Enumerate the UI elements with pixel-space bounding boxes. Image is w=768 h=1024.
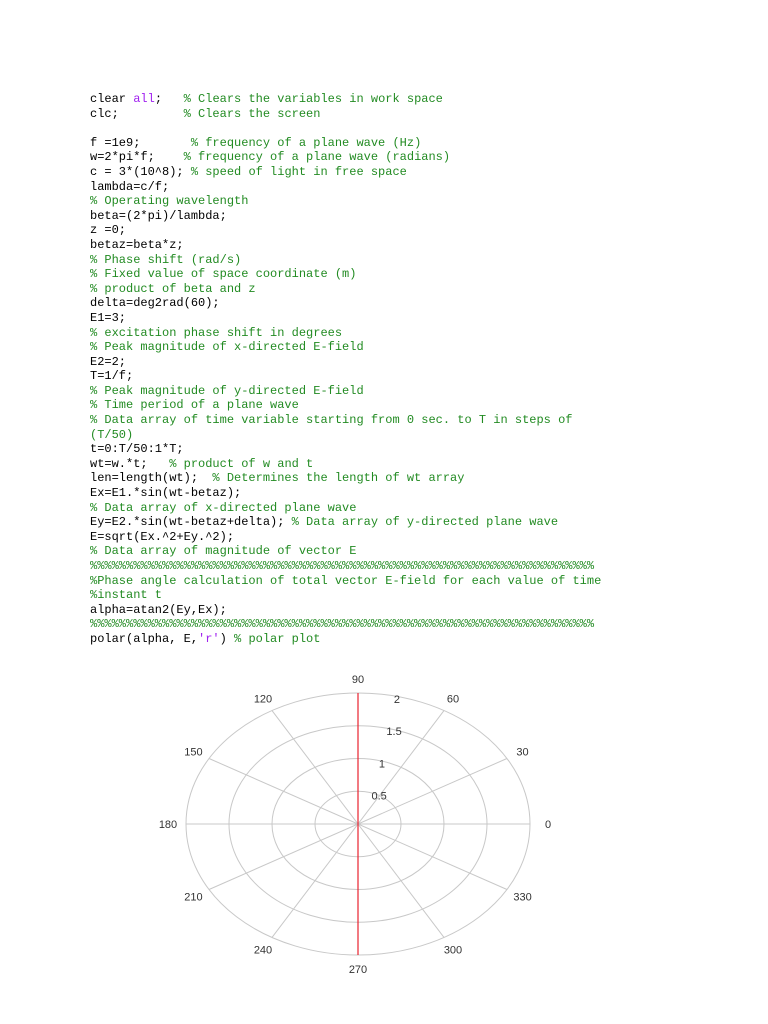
code-line — [90, 340, 601, 355]
code-line — [90, 150, 601, 165]
code-line — [90, 355, 601, 370]
angle-tick-label: 120 — [253, 693, 273, 706]
code-token-comment: (T/50) — [90, 427, 134, 442]
code-token-comment: % polar plot — [234, 631, 321, 646]
code-token-plain: lambda=c/f; — [90, 179, 170, 194]
code-token-comment: %instant t — [90, 588, 163, 603]
angle-tick-label: 90 — [351, 674, 365, 686]
code-token-plain: delta=deg2rad(60); — [90, 296, 220, 311]
code-line — [90, 326, 601, 341]
code-token-plain: wt=w.*t; — [90, 456, 170, 471]
code-token-comment: % excitation phase shift in degrees — [90, 325, 343, 340]
polar-plot — [150, 674, 570, 976]
code-token-comment: % Data array of y-directed plane wave — [291, 515, 559, 530]
code-token-comment: % Fixed value of space coordinate (m) — [90, 267, 357, 282]
code-token-plain: t=0:T/50:1*T; — [90, 442, 184, 457]
code-token-plain: E2=2; — [90, 354, 127, 369]
code-token-plain: Ey=E2.*sin(wt-betaz+delta); — [90, 515, 292, 530]
angle-tick-label: 270 — [348, 964, 368, 976]
code-line — [90, 544, 601, 559]
code-line — [90, 223, 601, 238]
code-line — [90, 296, 601, 311]
code-token-comment: % frequency of a plane wave (radians) — [183, 150, 451, 165]
code-line — [90, 136, 601, 151]
code-token-plain: ; — [154, 92, 184, 106]
code-line — [90, 574, 601, 589]
code-token-keyword: all — [133, 92, 155, 106]
radial-tick-label: 1 — [378, 758, 386, 771]
angle-tick-label: 210 — [184, 891, 203, 904]
code-token-comment: % Peak magnitude of y-directed E-field — [90, 383, 364, 398]
code-token-comment: % product of beta and z — [90, 281, 256, 296]
angle-tick-label: 60 — [446, 693, 460, 706]
angle-tick-label: 180 — [158, 819, 178, 831]
code-token-comment: % Clears the screen — [183, 106, 321, 121]
angle-tick-label: 330 — [513, 891, 532, 904]
code-token-plain: f =1e9; — [90, 135, 191, 150]
code-token-comment: % Operating wavelength — [90, 194, 249, 209]
code-token-plain: T=1/f; — [90, 369, 134, 384]
code-line — [90, 107, 601, 122]
code-token-plain: c = 3*(10^8); — [90, 164, 191, 179]
code-token-comment: % Time period of a plane wave — [90, 398, 299, 413]
code-line — [90, 530, 601, 545]
code-line — [90, 282, 601, 297]
code-line — [90, 428, 601, 443]
blank-line — [90, 121, 601, 136]
radial-tick-label: 0.5 — [371, 790, 387, 803]
code-token-plain: z =0; — [90, 223, 127, 238]
code-line — [90, 442, 601, 457]
code-token-comment: % Data array of time variable starting from 0 sec. to T in steps of — [90, 413, 573, 428]
code-token-plain: E=sqrt(Ex.^2+Ey.^2); — [90, 529, 235, 544]
code-token-comment: % Phase shift (rad/s) — [90, 252, 242, 267]
code-line — [90, 267, 601, 282]
angle-tick-label: 0 — [544, 819, 552, 831]
matlab-code-listing — [90, 92, 601, 647]
angle-tick-label: 30 — [516, 746, 529, 759]
code-line — [90, 632, 601, 647]
code-line — [90, 209, 601, 224]
code-line — [90, 457, 601, 472]
code-line — [90, 165, 601, 180]
code-token-comment: % Clears the variables in work space — [183, 92, 443, 106]
code-line — [90, 617, 601, 632]
code-token-comment: % product of w and t — [169, 456, 314, 471]
angle-tick-label: 300 — [443, 944, 463, 957]
code-token-comment: %%%%%%%%%%%%%%%%%%%%%%%%%%%%%%%%%%%%%%%%%%%%%%%%%%%%%%%%%%%%%%%%%%%%%% — [90, 559, 595, 573]
code-line — [90, 603, 601, 618]
code-token-plain: w=2*pi*f; — [90, 150, 184, 165]
code-token-plain: polar(alpha, E, — [90, 631, 199, 646]
code-line — [90, 180, 601, 195]
angle-tick-label: 240 — [253, 944, 273, 957]
code-token-plain: clear — [90, 92, 134, 106]
code-token-comment: % Determines the length of wt array — [212, 471, 465, 486]
code-token-plain: clc; — [90, 106, 184, 121]
code-token-comment: % Data array of magnitude of vector E — [90, 544, 357, 559]
code-line — [90, 369, 601, 384]
code-line — [90, 92, 601, 107]
code-token-comment: % frequency of a plane wave (Hz) — [190, 135, 422, 150]
code-line — [90, 486, 601, 501]
code-token-plain: ) — [219, 631, 235, 646]
code-token-plain: alpha=atan2(Ey,Ex); — [90, 602, 227, 617]
code-token-comment: % Data array of x-directed plane wave — [90, 500, 357, 515]
code-token-comment: %%%%%%%%%%%%%%%%%%%%%%%%%%%%%%%%%%%%%%%%%%%%%%%%%%%%%%%%%%%%%%%%%%%%%% — [90, 617, 595, 632]
code-token-plain: E1=3; — [90, 310, 127, 325]
code-token-comment: % speed of light in free space — [190, 164, 407, 179]
code-token-string: 'r' — [198, 631, 220, 646]
code-token-plain: betaz=beta*z; — [90, 237, 184, 252]
code-line — [90, 559, 601, 574]
radial-tick-label: 1.5 — [386, 726, 402, 739]
code-line — [90, 501, 601, 516]
code-line — [90, 253, 601, 268]
code-line — [90, 194, 601, 209]
radial-tick-label: 2 — [393, 693, 400, 706]
code-token-plain: Ex=E1.*sin(wt-betaz); — [90, 486, 242, 501]
code-line — [90, 471, 601, 486]
code-line — [90, 238, 601, 253]
code-line — [90, 588, 601, 603]
code-line — [90, 413, 601, 428]
code-line — [90, 398, 601, 413]
angle-tick-label: 150 — [184, 746, 203, 759]
code-line — [90, 515, 601, 530]
code-token-comment: % Peak magnitude of x-directed E-field — [90, 340, 364, 355]
code-token-plain: beta=(2*pi)/lambda; — [90, 208, 227, 223]
code-line — [90, 311, 601, 326]
code-token-plain: len=length(wt); — [90, 471, 213, 486]
code-token-comment: %Phase angle calculation of total vector E-field for each value of time — [90, 573, 602, 588]
code-line — [90, 384, 601, 399]
